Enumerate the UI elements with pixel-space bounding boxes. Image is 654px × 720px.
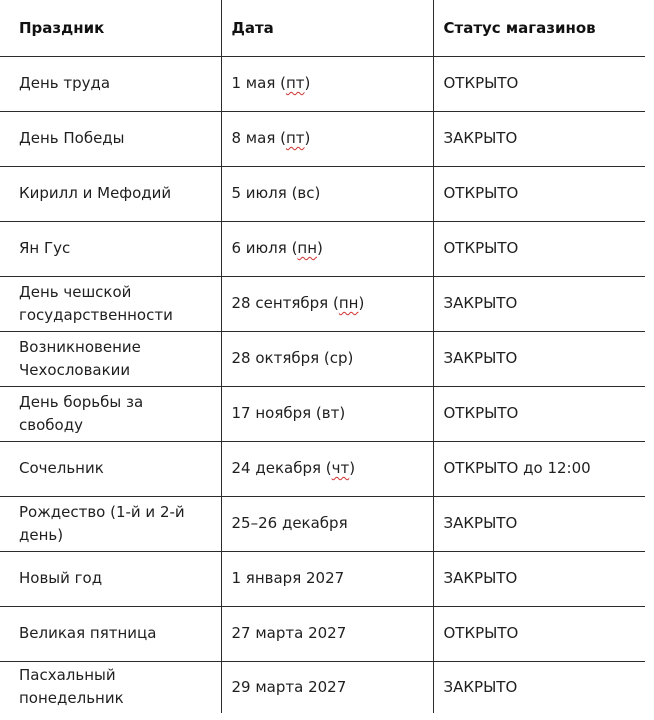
weekday-abbrev: пт [285,74,305,92]
weekday-abbrev: пн [297,239,318,257]
store-status-cell: ЗАКРЫТО [433,551,645,606]
table-row [0,111,645,166]
table-row [0,661,645,713]
date-text-end: ) [304,129,311,147]
store-status-cell: ЗАКРЫТО [433,661,645,713]
table-row [0,56,645,111]
header-store-status: Статус магазинов [433,0,645,56]
date-cell [221,386,433,441]
date-cell [221,661,433,713]
date-text-end: ) [304,74,311,92]
holiday-name-cell: День труда [0,56,221,111]
date-text: 28 октября (ср) [231,349,354,367]
holiday-name-cell: День Победы [0,111,221,166]
date-text: 25–26 декабря [231,514,348,532]
date-cell [221,111,433,166]
weekday-abbrev: чт [331,459,350,477]
holiday-name-cell: Ян Гус [0,221,221,276]
table-row [0,221,645,276]
holiday-name-cell: День чешской государственности [0,276,221,331]
date-text: 17 ноября (вт) [231,404,346,422]
date-cell [221,221,433,276]
holiday-name-cell: Рождество (1-й и 2-й день) [0,496,221,551]
header-holiday: Праздник [0,0,221,56]
table-row [0,606,645,661]
weekday-abbrev: пт [285,129,305,147]
store-status-cell: ЗАКРЫТО [433,496,645,551]
header-date: Дата [221,0,433,56]
date-cell [221,606,433,661]
holiday-name-cell: Сочельник [0,441,221,496]
date-text-end: ) [349,459,356,477]
holiday-name-cell: Новый год [0,551,221,606]
store-status-cell: ОТКРЫТО до 12:00 [433,441,645,496]
date-cell [221,551,433,606]
store-status-cell: ОТКРЫТО [433,166,645,221]
holiday-name-cell: Великая пятница [0,606,221,661]
store-status-cell: ОТКРЫТО [433,221,645,276]
store-status-cell: ЗАКРЫТО [433,276,645,331]
date-text: 1 января 2027 [231,569,345,587]
date-cell [221,276,433,331]
date-cell [221,331,433,386]
table-header-row [0,0,645,56]
store-status-cell: ОТКРЫТО [433,606,645,661]
store-status-cell: ОТКРЫТО [433,386,645,441]
table-row [0,331,645,386]
date-text: 6 июля ( [231,239,298,257]
holiday-name-cell: Кирилл и Мефодий [0,166,221,221]
weekday-abbrev: пн [338,294,359,312]
table-row [0,276,645,331]
date-text-end: ) [317,239,323,257]
date-text: 1 мая ( [231,74,286,92]
store-status-cell: ЗАКРЫТО [433,331,645,386]
table-row [0,166,645,221]
date-text: 27 марта 2027 [231,624,347,642]
date-cell [221,441,433,496]
table-row [0,496,645,551]
store-status-cell: ОТКРЫТО [433,56,645,111]
date-cell [221,166,433,221]
table-row [0,386,645,441]
date-text: 24 декабря ( [231,459,332,477]
store-status-cell: ЗАКРЫТО [433,111,645,166]
date-text: 5 июля (вс) [231,184,321,202]
date-text: 29 марта 2027 [231,677,347,696]
holiday-name-cell: Пасхальный понедельник [19,666,124,708]
holiday-name-cell: Возникновение Чехословакии [0,331,221,386]
date-cell [221,496,433,551]
date-cell [221,56,433,111]
date-text: 28 сентября ( [231,294,339,312]
date-text-end: ) [358,294,365,312]
table-row [0,441,645,496]
holiday-name-cell: День борьбы за свободу [0,386,221,441]
table-row [0,551,645,606]
date-text: 8 мая ( [231,129,286,147]
